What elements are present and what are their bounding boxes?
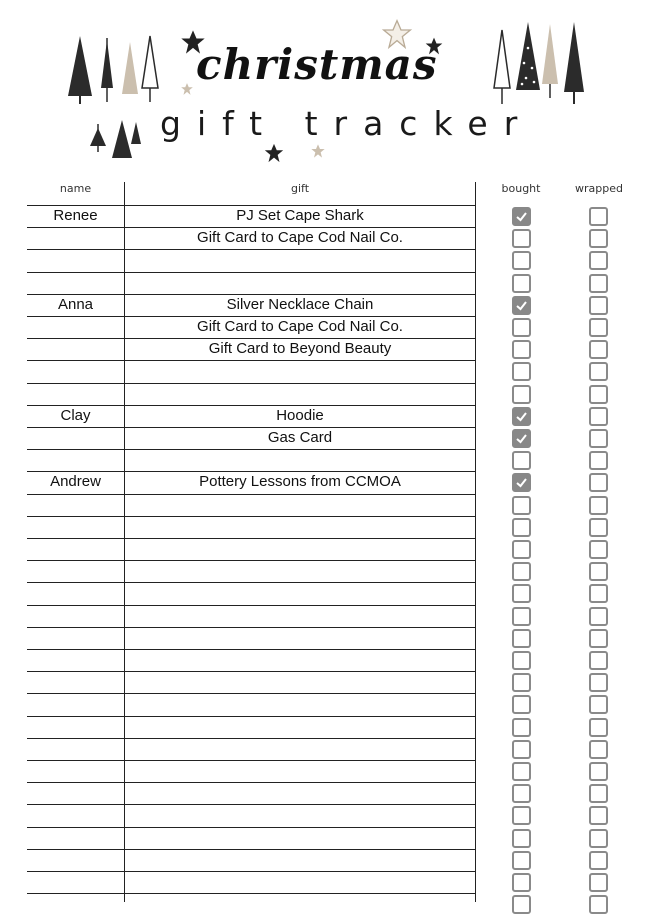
- wrapped-checkbox[interactable]: [589, 895, 608, 914]
- gift-cell[interactable]: [125, 871, 475, 893]
- table-row: [27, 494, 476, 516]
- bought-checkbox[interactable]: [512, 784, 531, 803]
- recipient-name-cell[interactable]: [27, 449, 124, 471]
- bought-checkbox[interactable]: [512, 562, 531, 581]
- table-row: [27, 693, 476, 715]
- gift-cell[interactable]: [125, 272, 475, 294]
- recipient-name-cell[interactable]: [27, 338, 124, 360]
- bought-checkbox[interactable]: [512, 584, 531, 603]
- wrapped-checkbox[interactable]: [589, 562, 608, 581]
- gift-cell[interactable]: Gift Card to Cape Cod Nail Co.: [197, 318, 403, 335]
- wrapped-checkbox[interactable]: [589, 207, 608, 226]
- gift-cell[interactable]: Gift Card to Beyond Beauty: [208, 340, 392, 358]
- bought-checkbox[interactable]: [512, 407, 531, 426]
- recipient-name-cell[interactable]: [27, 671, 124, 693]
- recipient-name-cell[interactable]: Anna: [57, 295, 94, 313]
- table-row: [27, 249, 476, 271]
- recipient-name-cell[interactable]: [27, 893, 124, 915]
- gift-cell[interactable]: Hoodie: [276, 406, 324, 424]
- recipient-name-cell[interactable]: [27, 804, 124, 826]
- wrapped-checkbox[interactable]: [589, 629, 608, 648]
- recipient-name-cell[interactable]: [27, 871, 124, 893]
- recipient-name-cell[interactable]: [27, 494, 124, 516]
- bought-checkbox[interactable]: [512, 651, 531, 670]
- gift-cell[interactable]: Silver Necklace Chain: [226, 295, 374, 313]
- wrapped-checkbox[interactable]: [589, 518, 608, 537]
- bought-checkbox[interactable]: [512, 829, 531, 848]
- wrapped-checkbox[interactable]: [589, 584, 608, 603]
- wrapped-checkbox[interactable]: [589, 385, 608, 404]
- wrapped-checkbox[interactable]: [589, 740, 608, 759]
- wrapped-checkbox[interactable]: [589, 718, 608, 737]
- gift-cell[interactable]: [125, 716, 475, 738]
- table-row: [27, 582, 476, 604]
- gift-cell[interactable]: [125, 693, 475, 715]
- checkmark-icon: [515, 210, 528, 223]
- gift-cell[interactable]: [125, 383, 475, 405]
- recipient-name-cell[interactable]: [27, 383, 124, 405]
- table-row: [27, 538, 476, 560]
- table-row: [27, 871, 476, 893]
- gift-cell[interactable]: [125, 360, 475, 382]
- recipient-name-cell[interactable]: [27, 249, 124, 271]
- table-row: [27, 893, 476, 915]
- checkmark-icon: [515, 476, 528, 489]
- gift-cell[interactable]: [125, 782, 475, 804]
- gift-cell[interactable]: [125, 494, 475, 516]
- recipient-name-cell[interactable]: [27, 760, 124, 782]
- table-row: [27, 338, 476, 360]
- wrapped-checkbox[interactable]: [589, 695, 608, 714]
- table-row: [27, 760, 476, 782]
- gift-cell[interactable]: PJ Set Cape Shark: [236, 207, 364, 224]
- gift-cell[interactable]: [125, 538, 475, 560]
- table-row: [27, 205, 476, 227]
- bought-checkbox[interactable]: [512, 695, 531, 714]
- bought-checkbox[interactable]: [512, 518, 531, 537]
- wrapped-column-header: wrapped: [575, 182, 623, 195]
- gift-cell[interactable]: [125, 249, 475, 271]
- gift-cell[interactable]: [125, 516, 475, 538]
- bought-checkbox[interactable]: [512, 451, 531, 470]
- bought-checkbox[interactable]: [512, 806, 531, 825]
- recipient-name-cell[interactable]: [27, 649, 124, 671]
- bought-checkbox[interactable]: [512, 895, 531, 914]
- wrapped-checkbox[interactable]: [589, 540, 608, 559]
- wrapped-checkbox[interactable]: [589, 851, 608, 870]
- recipient-name-cell[interactable]: [27, 738, 124, 760]
- bought-checkbox[interactable]: [512, 718, 531, 737]
- table-row: [27, 294, 476, 316]
- gift-cell[interactable]: [125, 760, 475, 782]
- table-row: [27, 671, 476, 693]
- recipient-name-cell[interactable]: [27, 516, 124, 538]
- checkmark-icon: [515, 299, 528, 312]
- table-row: [27, 383, 476, 405]
- recipient-name-cell[interactable]: [27, 693, 124, 715]
- wrapped-checkbox[interactable]: [589, 451, 608, 470]
- bought-checkbox[interactable]: [512, 762, 531, 781]
- title-gift-tracker: gift tracker: [160, 104, 534, 143]
- table-row: [27, 405, 476, 427]
- recipient-name-cell[interactable]: [27, 538, 124, 560]
- gift-cell[interactable]: [125, 627, 475, 649]
- bought-checkbox[interactable]: [512, 340, 531, 359]
- bought-checkbox[interactable]: [512, 429, 531, 448]
- recipient-name-cell[interactable]: Clay: [60, 406, 91, 424]
- table-row: [27, 516, 476, 538]
- gift-cell[interactable]: [125, 738, 475, 760]
- table-row: [27, 427, 476, 449]
- bought-checkbox[interactable]: [512, 362, 531, 381]
- table-row: [27, 649, 476, 671]
- bought-checkbox[interactable]: [512, 251, 531, 270]
- gift-cell[interactable]: [125, 449, 475, 471]
- recipient-name-cell[interactable]: [27, 427, 124, 449]
- recipient-name-cell[interactable]: [27, 272, 124, 294]
- bought-checkbox[interactable]: [512, 629, 531, 648]
- wrapped-checkbox[interactable]: [589, 274, 608, 293]
- bought-checkbox[interactable]: [512, 851, 531, 870]
- table-row: [27, 360, 476, 382]
- bought-checkbox[interactable]: [512, 740, 531, 759]
- gift-cell[interactable]: Gas Card: [267, 429, 333, 446]
- table-row: [27, 804, 476, 826]
- checkmark-icon: [515, 410, 528, 423]
- bought-checkbox[interactable]: [512, 274, 531, 293]
- wrapped-checkbox[interactable]: [589, 873, 608, 892]
- wrapped-checkbox[interactable]: [589, 806, 608, 825]
- bought-checkbox[interactable]: [512, 673, 531, 692]
- recipient-name-cell[interactable]: [27, 560, 124, 582]
- bought-checkbox[interactable]: [512, 385, 531, 404]
- gift-cell[interactable]: [125, 849, 475, 871]
- table-row: [27, 716, 476, 738]
- bought-checkbox[interactable]: [512, 496, 531, 515]
- gift-cell[interactable]: [125, 893, 475, 915]
- wrapped-checkbox[interactable]: [589, 762, 608, 781]
- recipient-name-cell[interactable]: [27, 827, 124, 849]
- gift-cell[interactable]: [125, 827, 475, 849]
- name-column-header: name: [59, 182, 92, 195]
- recipient-name-cell[interactable]: Renee: [53, 207, 98, 224]
- gift-cell[interactable]: Pottery Lessons from CCMOA: [199, 473, 401, 491]
- wrapped-checkbox[interactable]: [589, 607, 608, 626]
- wrapped-checkbox[interactable]: [589, 651, 608, 670]
- gift-cell[interactable]: [125, 605, 475, 627]
- table-row: [27, 560, 476, 582]
- wrapped-checkbox[interactable]: [589, 340, 608, 359]
- gift-cell[interactable]: Gift Card to Cape Cod Nail Co.: [197, 229, 403, 247]
- wrapped-checkbox[interactable]: [589, 318, 608, 337]
- gift-column-header: gift: [290, 182, 310, 195]
- wrapped-checkbox[interactable]: [589, 407, 608, 426]
- gift-cell[interactable]: [125, 649, 475, 671]
- bought-checkbox[interactable]: [512, 229, 531, 248]
- wrapped-checkbox[interactable]: [589, 784, 608, 803]
- recipient-name-cell[interactable]: [27, 582, 124, 604]
- table-row: [27, 471, 476, 493]
- table-row: [27, 449, 476, 471]
- bought-checkbox[interactable]: [512, 873, 531, 892]
- recipient-name-cell[interactable]: [27, 716, 124, 738]
- recipient-name-cell[interactable]: [27, 849, 124, 871]
- table-row: [27, 849, 476, 871]
- wrapped-checkbox[interactable]: [589, 296, 608, 315]
- gift-cell[interactable]: [125, 671, 475, 693]
- recipient-name-cell[interactable]: Andrew: [50, 473, 101, 491]
- wrapped-checkbox[interactable]: [589, 229, 608, 248]
- table-row: [27, 605, 476, 627]
- bought-checkbox[interactable]: [512, 473, 531, 492]
- gift-cell[interactable]: [125, 804, 475, 826]
- recipient-name-cell[interactable]: [27, 227, 124, 249]
- table-row: [27, 827, 476, 849]
- table-row: [27, 227, 476, 249]
- title-christmas: christmas: [196, 40, 438, 89]
- bought-checkbox[interactable]: [512, 607, 531, 626]
- checkmark-icon: [515, 432, 528, 445]
- wrapped-checkbox[interactable]: [589, 673, 608, 692]
- bought-column-header: bought: [501, 182, 541, 195]
- bought-checkbox[interactable]: [512, 318, 531, 337]
- table-row: [27, 738, 476, 760]
- table-row: [27, 782, 476, 804]
- table-row: [27, 316, 476, 338]
- recipient-name-cell[interactable]: [27, 316, 124, 338]
- table-row: [27, 627, 476, 649]
- wrapped-checkbox[interactable]: [589, 496, 608, 515]
- bought-checkbox[interactable]: [512, 540, 531, 559]
- bought-checkbox[interactable]: [512, 207, 531, 226]
- table-row: [27, 272, 476, 294]
- wrapped-checkbox[interactable]: [589, 362, 608, 381]
- bought-checkbox[interactable]: [512, 296, 531, 315]
- recipient-name-cell[interactable]: [27, 627, 124, 649]
- recipient-name-cell[interactable]: [27, 360, 124, 382]
- wrapped-checkbox[interactable]: [589, 251, 608, 270]
- gift-cell[interactable]: [125, 560, 475, 582]
- recipient-name-cell[interactable]: [27, 605, 124, 627]
- wrapped-checkbox[interactable]: [589, 829, 608, 848]
- wrapped-checkbox[interactable]: [589, 429, 608, 448]
- recipient-name-cell[interactable]: [27, 782, 124, 804]
- gift-cell[interactable]: [125, 582, 475, 604]
- wrapped-checkbox[interactable]: [589, 473, 608, 492]
